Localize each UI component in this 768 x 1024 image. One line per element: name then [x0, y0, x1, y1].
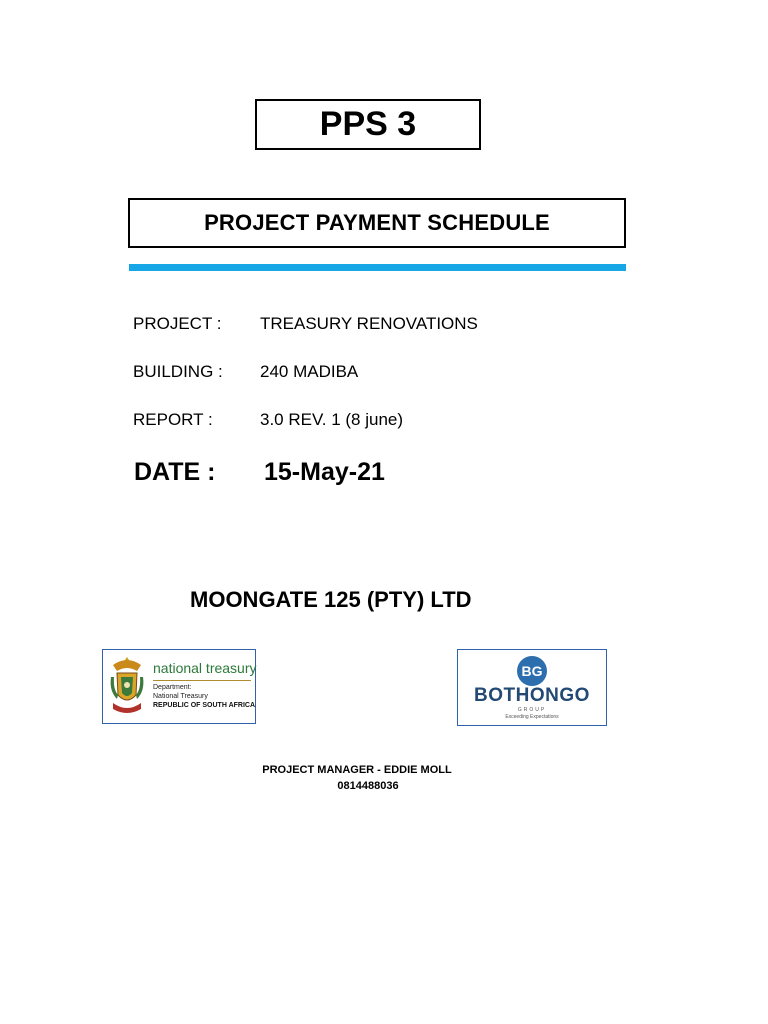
report-label: REPORT : [133, 410, 213, 429]
building-value: 240 MADIBA [260, 362, 359, 381]
treasury-country-line: REPUBLIC OF SOUTH AFRICA [153, 702, 256, 709]
accent-divider [129, 264, 626, 271]
bothongo-name: BOTHONGO [474, 685, 590, 706]
bothongo-logo [457, 649, 607, 726]
date-label: DATE : [134, 458, 216, 486]
report-value: 3.0 REV. 1 (8 june) [260, 410, 404, 429]
national-treasury-logo [102, 649, 256, 724]
coat-of-arms-icon [107, 655, 147, 719]
date-value: 15-May-21 [264, 458, 385, 486]
treasury-brand-name: national treasury [153, 660, 257, 676]
bothongo-tagline: Exceeding Expectations [505, 714, 559, 720]
document-code: PPS 3 [319, 105, 417, 143]
bothongo-badge-icon: BG [517, 656, 547, 686]
treasury-logo-rule [153, 680, 251, 681]
company-name: MOONGATE 125 (PTY) LTD [190, 587, 472, 612]
treasury-name-line: National Treasury [153, 693, 208, 700]
document-title: PROJECT PAYMENT SCHEDULE [204, 210, 550, 235]
building-label: BUILDING : [133, 362, 223, 381]
project-manager: PROJECT MANAGER - EDDIE MOLL [262, 764, 452, 776]
document-code-box [255, 99, 481, 150]
bothongo-group-label: GROUP [517, 707, 547, 713]
treasury-department-line: Department: [153, 684, 192, 691]
document-title-box [128, 198, 626, 248]
project-manager-phone: 0814488036 [337, 780, 399, 792]
project-label: PROJECT : [133, 314, 222, 333]
project-value: TREASURY RENOVATIONS [260, 314, 478, 333]
